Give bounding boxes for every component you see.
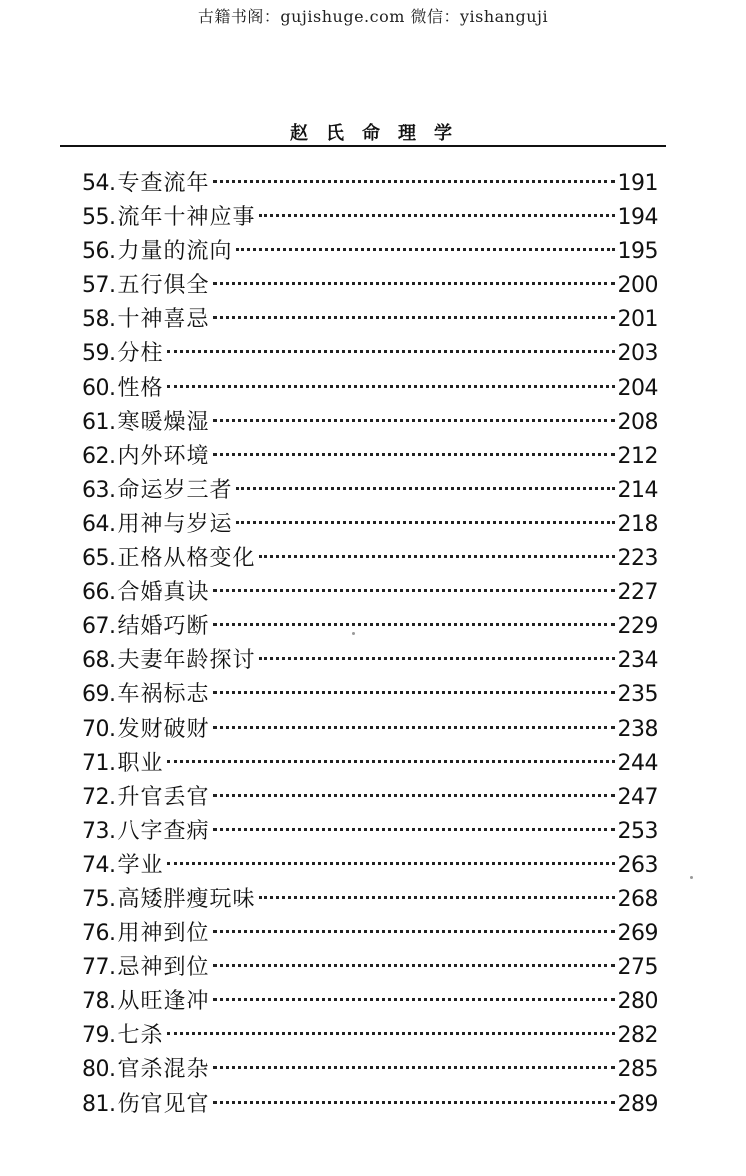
entry-page-number: 285 (617, 1057, 658, 1083)
entry-number: 72. (82, 784, 116, 810)
entry-page-number: 204 (617, 375, 658, 401)
toc-entry (82, 234, 658, 268)
toc-entry (82, 984, 658, 1018)
entry-number: 71. (82, 750, 116, 776)
entry-title: 伤官见官 (117, 1091, 210, 1117)
dot-leader (213, 623, 615, 626)
entry-number: 78. (82, 989, 116, 1015)
entry-page-number: 268 (617, 886, 658, 912)
entry-title: 学业 (117, 852, 164, 878)
entry-title: 忌神到位 (117, 955, 210, 981)
entry-title: 五行俱全 (117, 273, 210, 299)
entry-number: 74. (82, 852, 116, 878)
entry-page-number: 200 (617, 273, 658, 299)
toc-entry (82, 1018, 658, 1052)
entry-page-number: 238 (617, 716, 658, 742)
dot-leader (213, 282, 615, 285)
entry-title: 正格从格变化 (117, 546, 256, 572)
toc-entry (82, 712, 658, 746)
scan-speck (690, 876, 693, 879)
entry-number: 62. (82, 443, 116, 469)
entry-title: 车祸标志 (117, 682, 210, 708)
entry-title: 官杀混杂 (117, 1057, 210, 1083)
entry-page-number: 203 (617, 341, 658, 367)
dot-leader (213, 180, 615, 183)
entry-number: 68. (82, 648, 116, 674)
entry-page-number: 253 (617, 818, 658, 844)
entry-title: 十神喜忌 (117, 307, 210, 333)
entry-title: 力量的流向 (117, 239, 233, 265)
entry-number: 67. (82, 614, 116, 640)
toc-entry (82, 1052, 658, 1086)
entry-title: 命运岁三者 (117, 477, 233, 503)
dot-leader (213, 589, 615, 592)
entry-number: 73. (82, 818, 116, 844)
entry-page-number: 212 (617, 443, 658, 469)
dot-leader (213, 1066, 615, 1069)
toc-entry (82, 371, 658, 405)
dot-leader (259, 555, 615, 558)
entry-page-number: 235 (617, 682, 658, 708)
entry-number: 77. (82, 955, 116, 981)
dot-leader (213, 964, 615, 967)
dot-leader (167, 350, 615, 353)
entry-page-number: 208 (617, 409, 658, 435)
entry-number: 79. (82, 1023, 116, 1049)
watermark-text: 古籍书阁：gujishuge.com 微信：yishanguji (197, 7, 549, 26)
running-head: 赵氏命理学 (290, 123, 470, 144)
entry-number: 58. (82, 307, 116, 333)
toc-entry (82, 848, 658, 882)
entry-title: 流年十神应事 (117, 205, 256, 231)
entry-page-number: 269 (617, 921, 658, 947)
entry-title: 寒暖燥湿 (117, 409, 210, 435)
entry-title: 升官丢官 (117, 784, 210, 810)
toc-entry (82, 268, 658, 302)
toc-entry (82, 575, 658, 609)
entry-number: 69. (82, 682, 116, 708)
toc-entry (82, 507, 658, 541)
entry-number: 63. (82, 477, 116, 503)
header-rule (60, 145, 666, 147)
dot-leader (213, 828, 615, 831)
dot-leader (236, 248, 615, 251)
dot-leader (259, 214, 615, 217)
entry-page-number: 280 (617, 989, 658, 1015)
dot-leader (213, 691, 615, 694)
dot-leader (213, 453, 615, 456)
entry-number: 55. (82, 205, 116, 231)
entry-page-number: 195 (617, 239, 658, 265)
toc-entry (82, 302, 658, 336)
toc-entry (82, 1087, 658, 1121)
entry-number: 75. (82, 886, 116, 912)
entry-title: 发财破财 (117, 716, 210, 742)
entry-number: 64. (82, 511, 116, 537)
entry-title: 从旺逢冲 (117, 989, 210, 1015)
entry-page-number: 229 (617, 614, 658, 640)
entry-title: 合婚真诀 (117, 580, 210, 606)
entry-page-number: 282 (617, 1023, 658, 1049)
entry-title: 八字查病 (117, 818, 210, 844)
entry-page-number: 214 (617, 477, 658, 503)
entry-number: 57. (82, 273, 116, 299)
dot-leader (213, 316, 615, 319)
toc-entry (82, 541, 658, 575)
entry-page-number: 218 (617, 511, 658, 537)
dot-leader (236, 487, 615, 490)
toc-entry (82, 950, 658, 984)
entry-page-number: 194 (617, 205, 658, 231)
entry-title: 用神与岁运 (117, 511, 233, 537)
toc-entry (82, 405, 658, 439)
toc-entry (82, 439, 658, 473)
dot-leader (213, 930, 615, 933)
toc-entry (82, 814, 658, 848)
entry-title: 分柱 (117, 341, 164, 367)
entry-title: 结婚巧断 (117, 614, 210, 640)
entry-number: 80. (82, 1057, 116, 1083)
toc-entry (82, 677, 658, 711)
entry-title: 性格 (117, 375, 164, 401)
dot-leader (213, 726, 615, 729)
toc-entry (82, 609, 658, 643)
entry-number: 66. (82, 580, 116, 606)
dot-leader (213, 419, 615, 422)
toc-entry (82, 916, 658, 950)
entry-page-number: 244 (617, 750, 658, 776)
dot-leader (167, 862, 615, 865)
entry-page-number: 191 (617, 171, 658, 196)
entry-page-number: 234 (617, 648, 658, 674)
entry-title: 内外环境 (117, 443, 210, 469)
entry-page-number: 201 (617, 307, 658, 333)
entry-page-number: 289 (617, 1091, 658, 1117)
entry-number: 54. (82, 171, 116, 196)
toc-entry (82, 473, 658, 507)
entry-number: 61. (82, 409, 116, 435)
dot-leader (259, 657, 615, 660)
entry-page-number: 263 (617, 852, 658, 878)
entry-number: 70. (82, 716, 116, 742)
dot-leader (259, 896, 615, 899)
dot-leader (167, 1032, 615, 1035)
toc-entry (82, 166, 658, 200)
dot-leader (167, 760, 615, 763)
entry-page-number: 227 (617, 580, 658, 606)
entry-number: 76. (82, 921, 116, 947)
toc-entry (82, 780, 658, 814)
dot-leader (213, 1101, 615, 1104)
entry-title: 专查流年 (117, 171, 210, 196)
dot-leader (167, 385, 615, 388)
entry-number: 60. (82, 375, 116, 401)
toc-entry (82, 200, 658, 234)
entry-title: 七杀 (117, 1023, 164, 1049)
toc-entry (82, 882, 658, 916)
entry-number: 65. (82, 546, 116, 572)
entry-page-number: 247 (617, 784, 658, 810)
toc-entry (82, 643, 658, 677)
entry-title: 高矮胖瘦玩味 (117, 886, 256, 912)
dot-leader (213, 794, 615, 797)
table-of-contents (82, 166, 658, 1121)
entry-number: 81. (82, 1091, 116, 1117)
scan-speck (352, 632, 355, 635)
entry-title: 夫妻年龄探讨 (117, 648, 256, 674)
entry-number: 56. (82, 239, 116, 265)
entry-page-number: 275 (617, 955, 658, 981)
entry-title: 用神到位 (117, 921, 210, 947)
toc-entry (82, 746, 658, 780)
dot-leader (213, 998, 615, 1001)
entry-number: 59. (82, 341, 116, 367)
entry-page-number: 223 (617, 546, 658, 572)
entry-title: 职业 (117, 750, 164, 776)
dot-leader (236, 521, 615, 524)
toc-entry (82, 336, 658, 370)
